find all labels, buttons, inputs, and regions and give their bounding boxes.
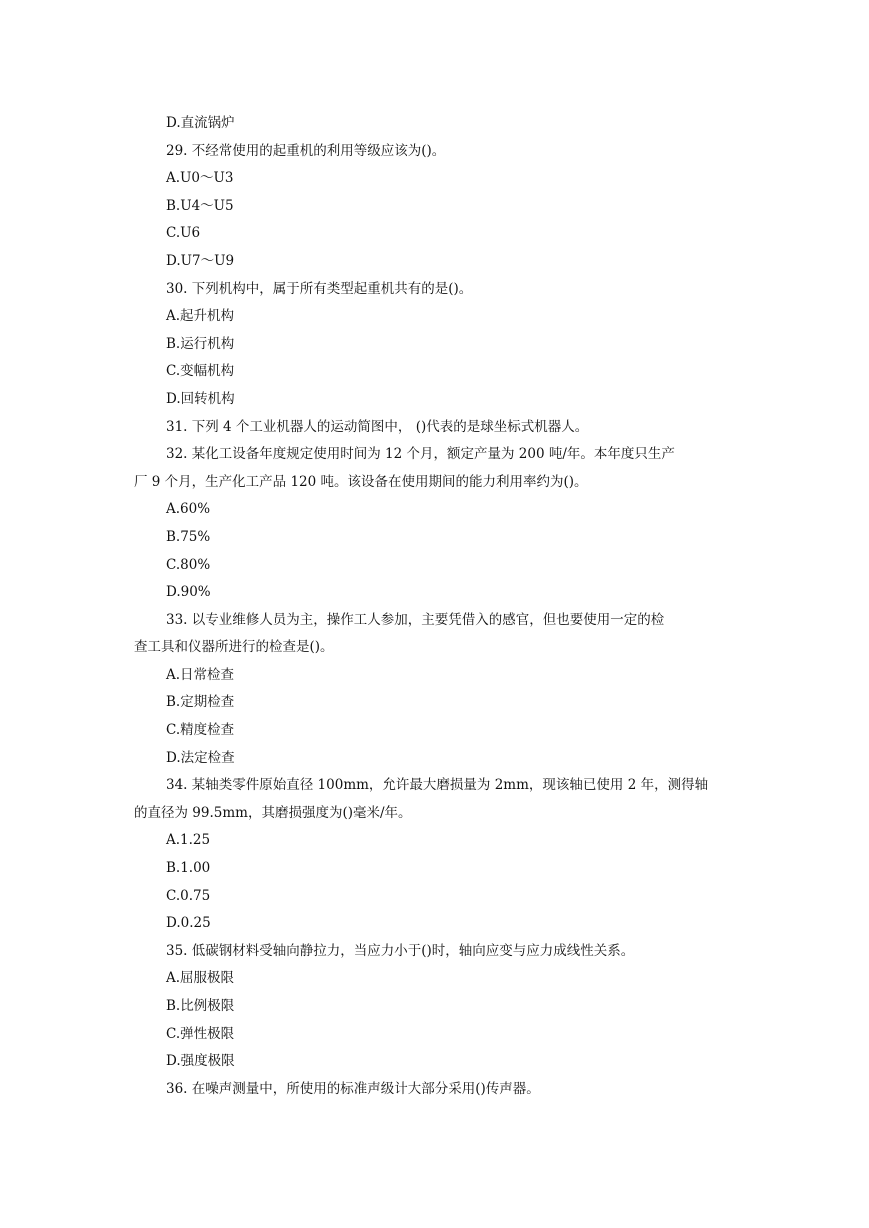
answer-option: D.90% [166,584,211,601]
answer-option: B.1.00 [166,860,211,877]
question-line: 29. 不经常使用的起重机的利用等级应该为()。 [166,142,446,159]
answer-option: C.弹性极限 [166,1025,235,1042]
answer-option: A.60% [166,501,211,518]
question-line: 36. 在噪声测量中，所使用的标准声级计大部分采用()传声器。 [166,1080,540,1097]
question-line: 32. 某化工设备年度规定使用时间为 12 个月，额定产量为 200 吨/年。本年度只生产 [166,446,675,463]
question-line: 35. 低碳钢材料受轴向静拉力，当应力小于()时，轴向应变与应力成线性关系。 [166,942,635,959]
answer-option: A.日常检查 [166,666,235,683]
answer-option: B.U4～U5 [166,197,234,214]
exam-question-text [134,110,744,1103]
answer-option: C.0.75 [166,887,211,904]
answer-option: B.比例极限 [166,998,235,1014]
question-continuation-line: 的直径为 99.5mm，其磨损强度为()毫米/年。 [134,804,412,821]
answer-option: B.运行机构 [166,335,235,352]
answer-option: C.精度检查 [166,722,235,739]
answer-option: C.U6 [166,225,201,242]
question-line: 31. 下列 4 个工业机器人的运动简图中， ()代表的是球坐标式机器人。 [166,418,589,435]
answer-option: C.变幅机构 [166,363,235,380]
question-continuation-line: 查工具和仪器所进行的检查是()。 [134,639,334,656]
question-line: 34. 某轴类零件原始直径 100mm，允许最大磨损量为 2mm，现该轴已使用 2 年，测得轴 [166,777,709,794]
answer-option: C.80% [166,556,211,573]
answer-option: A.起升机构 [166,308,235,325]
answer-option: A.U0～U3 [166,170,234,187]
answer-option: D.回转机构 [166,390,235,407]
question-continuation-line: 厂 9 个月，生产化工产品 120 吨。该设备在使用期间的能力利用率约为()。 [134,473,588,490]
question-line: 30. 下列机构中，属于所有类型起重机共有的是()。 [166,280,473,297]
answer-option: B.75% [166,528,211,545]
answer-option: D.直流锅炉 [166,115,235,131]
answer-option: D.法定检查 [166,749,235,766]
answer-option: A.屈服极限 [166,970,235,987]
answer-option: D.强度极限 [166,1053,235,1070]
answer-option: D.0.25 [166,915,211,932]
answer-option: D.U7～U9 [166,252,235,269]
answer-option: A.1.25 [166,832,211,849]
answer-option: B.定期检查 [166,694,235,711]
question-line: 33. 以专业维修人员为主，操作工人参加，主要凭借入的感官，但也要使用一定的检 [166,611,665,628]
